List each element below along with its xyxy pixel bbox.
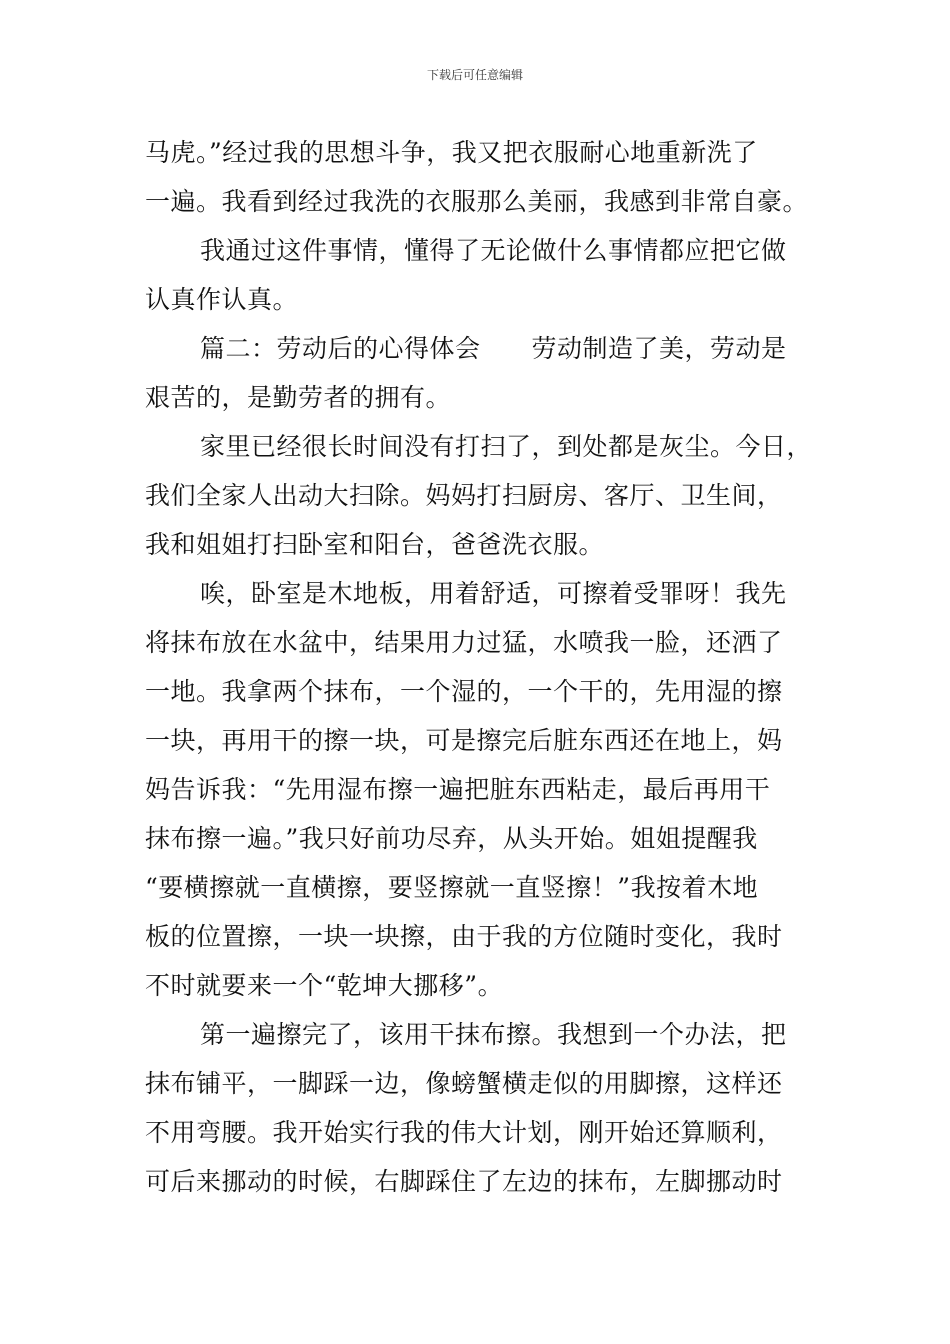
text-line: 我们全家人出动大扫除。妈妈打扫厨房、客厅、卫生间， [145,481,783,510]
text-line: 板的位置擦，一块一块擦，由于我的方位随时变化，我时 [145,922,783,951]
text-line: 篇二：劳动后的心得体会 劳动制造了美，劳动是 [200,334,787,363]
text-line: 第一遍擦完了，该用干抹布擦。我想到一个办法，把 [200,1020,787,1049]
text-line: 家里已经很长时间没有打扫了，到处都是灰尘。今日， [200,432,813,461]
text-line: 艰苦的，是勤劳者的拥有。 [145,383,452,412]
text-line: 将抹布放在水盆中，结果用力过猛，水喷我一脸，还洒了 [145,628,783,657]
text-line: 抹布铺平，一脚踩一边，像螃蟹横走似的用脚擦，这样还 [145,1069,783,1098]
text-line: 不用弯腰。我开始实行我的伟大计划，刚开始还算顺利， [145,1118,783,1147]
text-line: 一遍。我看到经过我洗的衣服那么美丽，我感到非常自豪。 [145,187,809,216]
text-line: 我和姐姐打扫卧室和阳台，爸爸洗衣服。 [145,530,605,559]
text-line: 马虎。”经过我的思想斗争，我又把衣服耐心地重新洗了 [145,138,758,167]
text-line: 一地。我拿两个抹布，一个湿的，一个干的，先用湿的擦 [145,677,783,706]
text-line: 可后来挪动的时候，右脚踩住了左边的抹布，左脚挪动时 [145,1167,783,1196]
text-line: 认真作认真。 [145,285,299,314]
page-header: 下载后可任意编辑 [426,68,523,82]
text-line: 我通过这件事情，懂得了无论做什么事情都应把它做 [200,236,787,265]
text-line: 妈告诉我：“先用湿布擦一遍把脏东西粘走，最后再用干 [145,775,771,804]
text-line: 不时就要来一个“乾坤大挪移”。 [145,971,504,1000]
text-line: 抹布擦一遍。”我只好前功尽弃，从头开始。姐姐提醒我 [145,824,758,853]
document-body [145,128,825,1206]
text-line: 唉，卧室是木地板，用着舒适，可擦着受罪呀！我先 [200,579,787,608]
text-line: 一块，再用干的擦一块，可是擦完后脏东西还在地上，妈 [145,726,783,755]
text-line: “要横擦就一直横擦，要竖擦就一直竖擦！”我按着木地 [145,873,759,902]
